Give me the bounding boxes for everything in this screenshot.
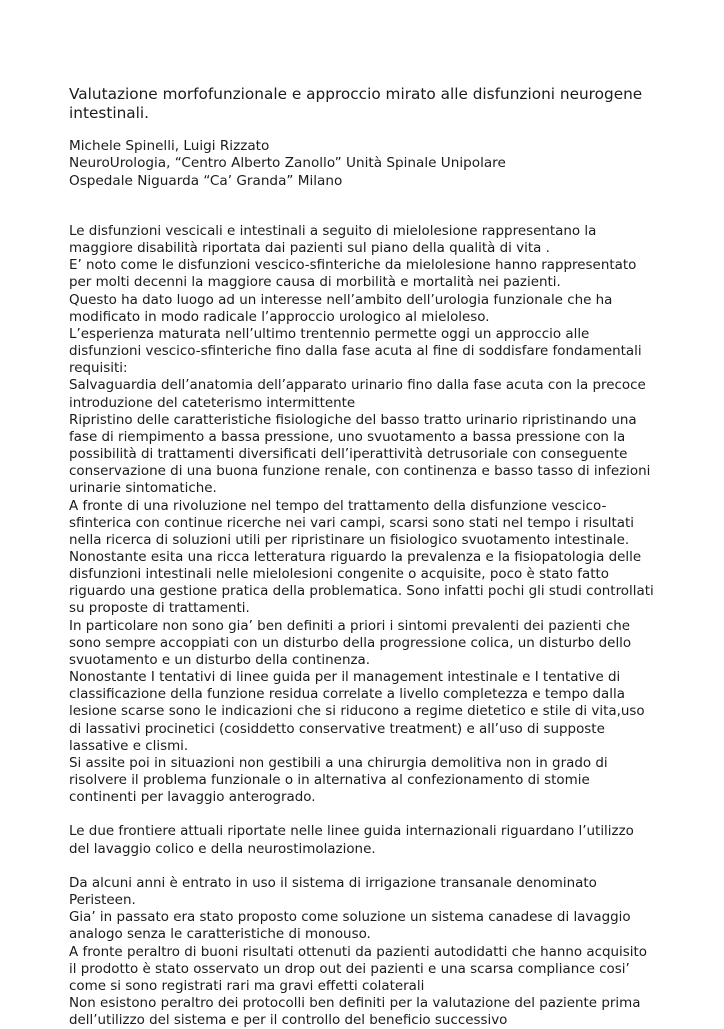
paragraph: E’ noto come le disfunzioni vescico-sfinteriche da mielolesione hanno rappresentato per molti decenni la maggiore causa di morbilità e mortalità nei pazienti. (69, 258, 637, 291)
paragraph: Questo ha dato luogo ad un interesse nell’ambito dell’urologia funzionale che ha modificato in modo radicale l’approccio urologico al mieloleso. (69, 292, 613, 325)
author-block (69, 138, 669, 190)
paragraph: In particolare non sono gia’ ben definiti a priori i sintomi prevalenti dei pazienti che sono sempre accoppiati con un disturbo della progressione colica, un disturbo dello svuotamento e un disturbo della continenza. (69, 618, 632, 668)
paragraph: A fronte di una rivoluzione nel tempo del trattamento della disfunzione vescico-sfinterica con continue ricerche nei vari campi, scarsi sono stati nel tempo i risultati nella ricerca di soluzioni utili per ripristinare un fisiologico svuotamento intestinale. (69, 498, 634, 548)
paragraph-gap (69, 806, 654, 823)
paragraph: Le due frontiere attuali riportate nelle linee guida internazionali riguardano l’utilizzo del lavaggio colico e della neurostimolazione. (69, 824, 634, 857)
paragraph: Nonostante esita una ricca letteratura riguardo la prevalenza e la fisiopatologia delle disfunzioni intestinali nelle mielolesioni congenite o acquisite, poco è stato fatto riguardo una gestione pratica della problematica. Sono infatti pochi gli studi controllati su proposte di trattamenti. (69, 549, 654, 617)
paragraph: Non esistono peraltro dei protocolli ben definiti per la valutazione del paziente prima dell’utilizzo del sistema e per il controllo del beneficio successivo (69, 996, 641, 1029)
document-body (69, 223, 654, 1029)
affiliation-line-2: Ospedale Niguarda “Ca’ Granda” Milano (69, 172, 343, 189)
authors-line: Michele Spinelli, Luigi Rizzato (69, 138, 270, 154)
paragraph: Si assite poi in situazioni non gestibili a una chirurgia demolitiva non in grado di risolvere il problema funzionale o in alternativa al confezionamento di stomie continenti per lavaggio anterogrado. (69, 755, 608, 806)
paragraph: A fronte peraltro di buoni risultati ottenuti da pazienti autodidatti che hanno acquisito il prodotto è stato osservato un drop out dei pazienti e una scarsa compliance cosi’ come si sono registrati rari ma gravi effetti colaterali (69, 944, 647, 994)
paragraph: Da alcuni anni è entrato in uso il sistema di irrigazione transanale denominato Peristeen. (69, 875, 597, 909)
document-title: Valutazione morfofunzionale e approccio mirato alle disfunzioni neurogene intestinali. (69, 85, 643, 122)
paragraph: Nonostante I tentativi di linee guida per il management intestinale e I tentative di classificazione della funzione residua correlate a livello completezza e tempo dalla lesione scarse sono le indicazioni che si riducono a regime dietetico e stile di vita,uso di lassativi procinetici (cosiddetto conservative treatment) e all’uso di supposte lassative e clismi. (69, 670, 645, 754)
paragraph-gap (69, 858, 654, 875)
affiliation-line-1: NeuroUrologia, “Centro Alberto Zanollo” Unità Spinale Unipolare (69, 155, 506, 172)
paragraph: Gia’ in passato era stato proposto come soluzione un sistema canadese di lavaggio analogo senza le caratteristiche di monouso. (69, 910, 631, 943)
paragraph: Ripristino delle caratteristiche fisiologiche del basso tratto urinario ripristinando una fase di riempimento a bassa pressione, uno svuotamento a bassa pressione con la possibilità di trattamenti diversificati dell’iperattività detrusoriale con conseguente conservazione di una buona funzione renale, con continenza e basso tasso di infezioni urinarie sintomatiche. (69, 412, 651, 497)
paragraph: L’esperienza maturata nell’ultimo trentennio permette oggi un approccio alle disfunzioni vescico-sfinteriche fino dalla fase acuta al fine di soddisfare fondamentali requisiti: (69, 326, 642, 377)
paragraph: Salvaguardia dell’anatomia dell’apparato urinario fino dalla fase acuta con la precoce introduzione del cateterismo intermittente (69, 378, 646, 411)
paragraph: Le disfunzioni vescicali e intestinali a seguito di mielolesione rappresentano la maggiore disabilità riportata dai pazienti sul piano della qualità di vita . (69, 224, 597, 257)
